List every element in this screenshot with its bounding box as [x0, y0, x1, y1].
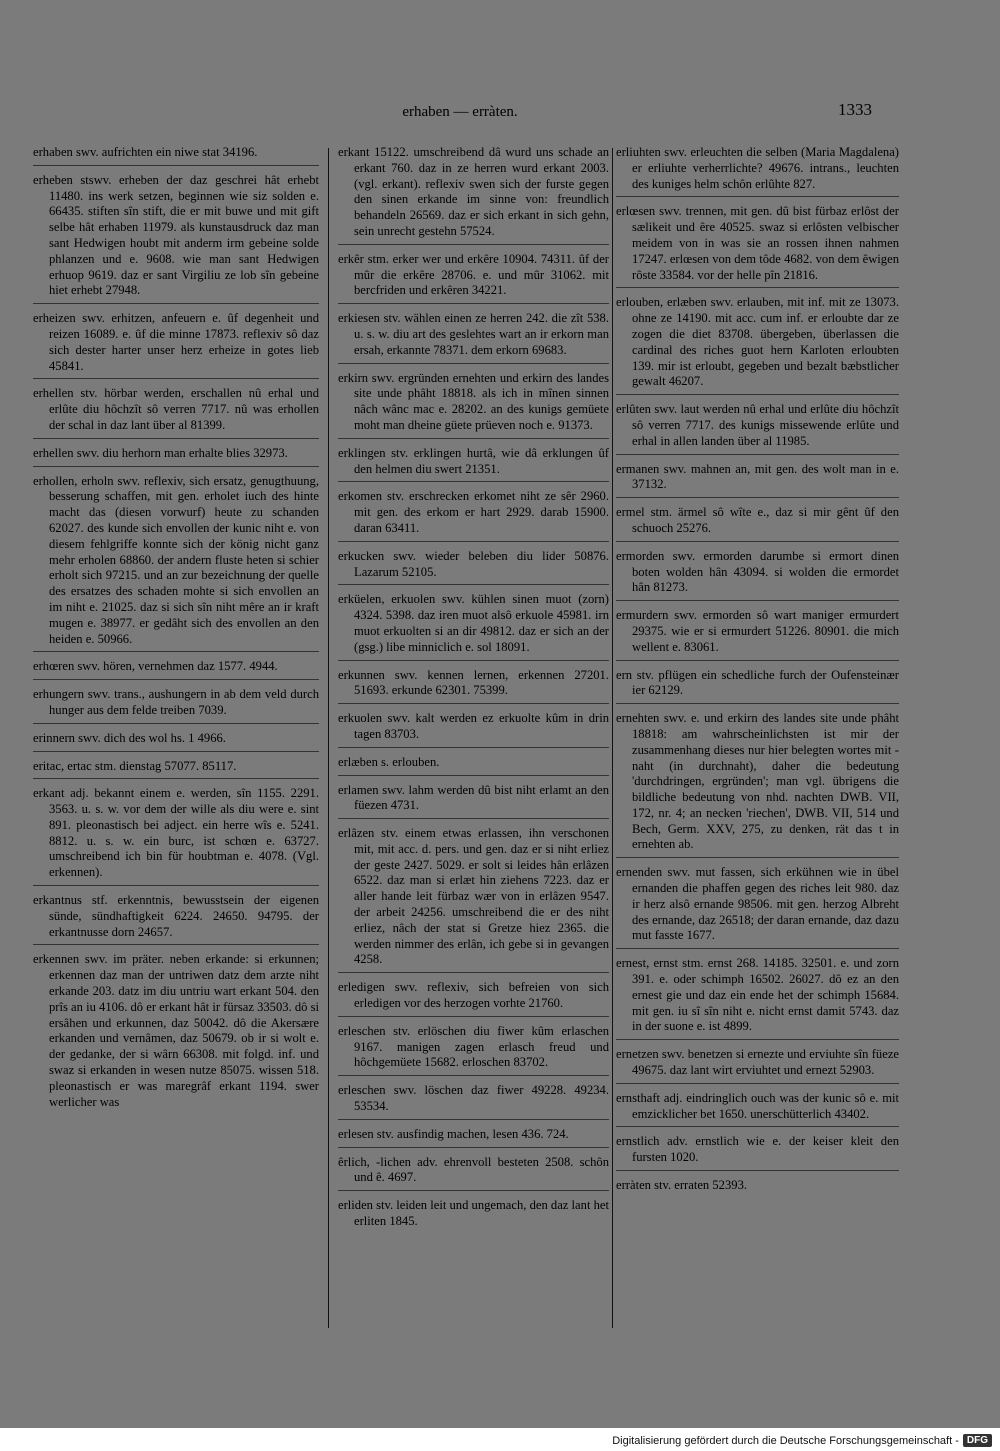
dictionary-entry: erküelen, erkuolen swv. kühlen sinen muot (zorn) 4324. 5398. daz iren muot alsô erkuole 45981. irn muot erkuolten si an dir 49812. daz er sich an der (gsg.) libe minniclich e. sol 18091.	[338, 592, 609, 660]
dictionary-entry: erhellen swv. diu herhorn man erhalte blies 32973.	[33, 446, 319, 467]
dictionary-entry: ermel stm. ärmel sô wîte e., daz si mir gênt ûf den schuoch 25276.	[616, 505, 899, 542]
dictionary-entry: erkunnen swv. kennen lernen, erkennen 27201. 51693. erkunde 62301. 75399.	[338, 668, 609, 705]
dictionary-entry: erkuolen swv. kalt werden ez erkuolte kûm in drin tagen 83703.	[338, 711, 609, 748]
dictionary-entry: ernenden swv. mut fassen, sich erkühnen wie in übel ernanden die phaffen gegen des riches leit 980. daz ir herz alsô ernande 98506. mit gen. herzog Albreht des ernande, daz 26518; der daran ernande, daz dazu mut fasste 1677.	[616, 865, 899, 949]
dictionary-entry: erhungern swv. trans., aushungern in ab dem veld durch hunger aus dem felde treiben 7039.	[33, 687, 319, 724]
dictionary-entry: erheben stswv. erheben der daz geschrei hât erhebt 11480. ins werk setzen, beginnen wie siz solden e. 66435. stiften sîn stift, die er mit buwe und mit gift selbe hât erhaben 11979. als kunstausdruck daz man sant Hedwigen houbt mit anderm irm gebeine solde phlanzen und e. 9608. wie man sant Hedwigen erhuop 9619. daz er sant Virgiliu ze lob sîn gebeine hiet erhebt 27948.	[33, 173, 319, 304]
dictionary-entry: ernsthaft adj. eindringlich ouch was der kunic sô e. mit emzicklicher bet 1650. unerschütterlich 43402.	[616, 1091, 899, 1128]
dictionary-entry: erkennen swv. im präter. neben erkande: si erkunnen; erkennen daz man der untriwen datz dem arzte niht erkande 203. datz im diu untriu wart erkant 504. den prîs an iu 4106. dô er erkant hât ir fürsaz 33503. dô si ersâhen und erkunnen, daz 50042. dô die Akersære erkanden und vernâmen, daz 50679. ob ir si wolt e. der gedanke, der si wârn 66308. mit folgd. inf. und swaz si erkanden in wesen nutze 85075. wissen 518. pleonastisch er was maregrâf erkant 1194. swer werlicher was	[33, 952, 319, 1109]
dictionary-entry: ernstlich adv. ernstlich wie e. der keiser kleit den fursten 1020.	[616, 1134, 899, 1171]
dictionary-column-3	[616, 145, 899, 1385]
dictionary-entry: erlœsen swv. trennen, mit gen. dû bist fürbaz erlôst der sælikeit und êre 40525. swaz si erlôsten velbischer meidem von in was sie an rossen ihnen nahmen 17247. erlœsen von dem tôde 4682. von dem êwigen rôste 33584. vor der helle pîn 21816.	[616, 204, 899, 288]
footer-credit	[612, 1434, 992, 1447]
dictionary-entry: erkant adj. bekannt einem e. werden, sîn 1155. 2291. 3563. u. s. w. vor dem der wille als diu were e. sint 891. pleonastisch bei adject. ein herre wîs e. 5241. 8812. u. s. w. ein burc, ist schœn e. 63727. umschreibend ich bin für houbtman e. 4078. (Vgl. erkennen).	[33, 786, 319, 886]
dfg-logo: DFG	[963, 1434, 992, 1447]
dictionary-entry: erràten stv. erraten 52393.	[616, 1178, 748, 1193]
dictionary-entry: erkêr stm. erker wer und erkêre 10904. 74311. ûf der mûr die erkêre 28706. e. und mûr 31062. mit bercfriden und erkêren 34221.	[338, 252, 609, 304]
dictionary-entry: ermanen swv. mahnen an, mit gen. des wolt man in e. 37132.	[616, 462, 899, 499]
dictionary-entry: erliden stv. leiden leit und ungemach, den daz lant het erliten 1845.	[338, 1198, 609, 1229]
dictionary-entry: erlæben s. erlouben.	[338, 755, 609, 776]
dictionary-entry: erhaben swv. aufrichten ein niwe stat 34196.	[33, 145, 319, 166]
dictionary-entry: erleschen stv. erlöschen diu fiwer kûm erlaschen 9167. manigen zagen erlasch freud und hôchgemüete 15682. erloschen 83702.	[338, 1024, 609, 1076]
dictionary-entry: erlûten swv. laut werden nû erhal und erlûte diu hôchzît sô verren 7717. des kunigs missewende erlûte und erhal in allen landen über al 11985.	[616, 402, 899, 454]
dictionary-entry: erliuhten swv. erleuchten die selben (Maria Magdalena) er erliuhte verherrlichte? 49676. intrans., leuchten des kuniges helm schôn erlûhte 827.	[616, 145, 899, 197]
dictionary-entry: eritac, ertac stm. dienstag 57077. 85117.	[33, 759, 319, 780]
dictionary-entry: ernehten swv. e. und erkirn des landes site unde phâht 18818: am wahrscheinlichsten ist mir der zusammenhang dieses nur hier belegten wortes mit -naht (in durchnaht), daher die bedeutung 'durchdringen, ergründen'; man vgl. übrigens die bildliche bedeutung von nhd. nachten DWB. VII, 172, nr. 4; an necken 'riechen', DWB. VII, 514 und Bech, Germ. XXV, 275, zu denken, rät das t in ernehten ab.	[616, 711, 899, 858]
dictionary-entry: erlâzen stv. einem etwas erlassen, ihn verschonen mit, mit acc. d. pers. und gen. daz er si niht erliez der geste 2427. 5029. er solt si leides hân erlâzen 6522. daz man si erlæt hin ziehens 7223. daz er aller hande leit fürbaz wær von in erlâzen 9547. der arbeit 24256. umschreibend die er des niht erliez, nâch der stat si Gretze hiez 2365. die werden nimmer des erlân, ich gebe si in gevangen 4258.	[338, 826, 609, 973]
running-head: erhaben — erràten.	[402, 104, 518, 120]
dictionary-entry: erkiesen stv. wählen einen ze herren 242. die zît 538. u. s. w. diu art des geslehtes wart an ir erkorn man ersah, erkannte 78371. dem erkorn 69683.	[338, 311, 609, 363]
dictionary-column-1	[33, 145, 319, 1385]
dictionary-entry: êrlich, -lichen adv. ehrenvoll besteten 2508. schôn und ê. 4697.	[338, 1155, 609, 1192]
dictionary-entry: erheizen swv. erhitzen, anfeuern e. ûf degenheit und reizen 16089. e. ûf die minne 17873. reflexiv sô daz sich dester harter unser herz erheize in gotes lieb 45841.	[33, 311, 319, 379]
dictionary-entry: ernest, ernst stm. ernst 268. 14185. 32501. e. und zorn 391. e. oder schimph 16502. 26027. dô ez an den ernest gie und daz ein ende het der schimph 15684. mit gen. iu sî sîn niht e. nicht ernst damit 5743. daz in der suone e. ist 4899.	[616, 956, 899, 1040]
column-rule	[328, 148, 329, 1328]
dictionary-entry: erkirn swv. ergründen ernehten und erkirn des landes site unde phâht 18818. als ich in mînen sinnen nâch wânc mac e. 28202. an des kunigs gemüete moht man dheine güete prüeven noch e. 91373.	[338, 371, 609, 439]
dictionary-entry: ern stv. pflügen ein schedliche furch der Oufensteinær ier 62129.	[616, 668, 899, 705]
dictionary-entry: erhollen, erholn swv. reflexiv, sich ersatz, genugthuung, besserung schaffen, mit gen. erholet iuch des hinte macht das (diesen vorwurf) heute zu schanden 62027. des kunde sich envollen der kunic niht e. von diesem fehlgriffe konnte sich der könig nicht ganz mehr erholen 68860. der andern fluste heten si schier erholt sich 97215. und an zur bezeichnung der quelle des ersatzes des schaden mohte si sich envollen an im niht e. 21025. daz si sich sîn niht mêre an ir kraft mugen e. 38977. er gedâht sich des envollen an den heiden e. 50966.	[33, 474, 319, 653]
dictionary-column-2	[338, 145, 609, 1385]
dictionary-entry: erleschen swv. löschen daz fiwer 49228. 49234. 53534.	[338, 1083, 609, 1120]
footer-text: Digitalisierung gefördert durch die Deutsche Forschungsgemeinschaft -	[612, 1434, 959, 1447]
dictionary-entry: erkant 15122. umschreibend dâ wurd uns schade an erkant 760. daz in ze herren wurd erkant 2003. (vgl. erkant). reflexiv swen sich der furste gegen den sinen erkande im sinne von: freundlich behandeln 26569. daz er sich erkant in sich gehn, sein unrecht gestehn 57524.	[338, 145, 609, 245]
dictionary-entry: erkantnus stf. erkenntnis, bewusstsein der eigenen sünde, sündhaftigkeit 6224. 24650. 94795. der erkantnusse dorn 24657.	[33, 893, 319, 945]
dictionary-entry: erlouben, erlæben swv. erlauben, mit inf. mit ze 13073. ohne ze 14190. mit acc. cum inf. er erloubte dar ze zogen die diet 83708. übergeben, überlassen die cardinal des riches guot hern Karloten erloubten 139. mir ist erloubt, gegeben und bezalt bæbstlicher gewalt 46207.	[616, 295, 899, 395]
dictionary-entry: erhellen stv. hörbar werden, erschallen nû erhal und erlûte diu hôchzît sô verren 7717. nû was erhollen der schal in daz lant über al 81399.	[33, 386, 319, 438]
dictionary-entry: ermorden swv. ermorden darumbe si ermort dinen boten wolden hân 43094. si wolden die ermordet hân 81273.	[616, 549, 899, 601]
dictionary-entry: erklingen stv. erklingen hurtâ, wie dâ erklungen ûf den helmen diu swert 21351.	[338, 446, 609, 483]
dictionary-entry: erlesen stv. ausfindig machen, lesen 436. 724.	[338, 1127, 609, 1148]
page-number: 1333	[838, 100, 872, 119]
dictionary-entry: erlamen swv. lahm werden dû bist niht erlamt an den füezen 4731.	[338, 783, 609, 820]
dictionary-entry: erkomen stv. erschrecken erkomet niht ze sêr 2960. mit gen. des erkom er hart 2929. darab 15900. daran 63411.	[338, 489, 609, 541]
dictionary-entry: erkucken swv. wieder beleben diu lider 50876. Lazarum 52105.	[338, 549, 609, 586]
dictionary-entry: ernetzen swv. benetzen si ernezte und erviuhte sîn füeze 49675. daz lant wirt erviuhtet und ernezt 52903.	[616, 1047, 899, 1084]
column-rule	[612, 148, 613, 1328]
dictionary-entry: erinnern swv. dich des wol hs. 1 4966.	[33, 731, 319, 752]
dictionary-entry: erledigen swv. reflexiv, sich befreien von sich erledigen vor des herzogen vorhte 21760.	[338, 980, 609, 1017]
dictionary-entry: erhœren swv. hören, vernehmen daz 1577. 4944.	[33, 659, 319, 680]
dictionary-entry: ermurdern swv. ermorden sô wart maniger ermurdert 29375. wie er si ermurdert 51226. 80901. die mich wellent e. 83061.	[616, 608, 899, 660]
